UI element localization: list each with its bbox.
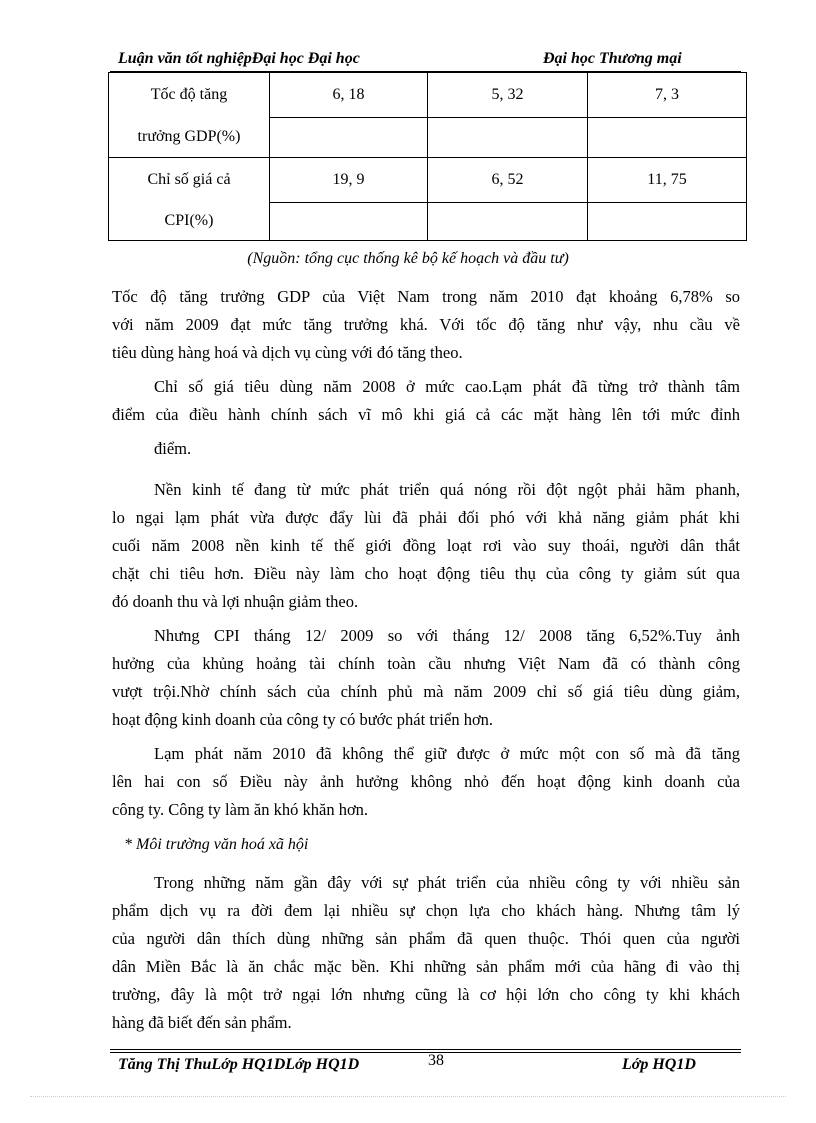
text-line: dân Miền Bắc là ăn chắc mặc bền. Khi những sản phẩm mới của hãng đi vào thị bbox=[112, 957, 740, 976]
paragraph-cpi-2009 bbox=[112, 622, 740, 734]
table-cell-label: trưởng GDP(%) bbox=[109, 118, 270, 158]
text-line: vượt trội.Nhờ chính sách của chính phủ mà năm 2009 chỉ số giá tiêu dùng giảm, bbox=[112, 682, 740, 701]
text-line: hưởng của khủng hoảng tài chính toàn cầu nhưng Việt Nam đã có thành công bbox=[112, 654, 740, 673]
text-line: tiêu dùng hàng hoá và dịch vụ cùng với đó tăng theo. bbox=[112, 343, 463, 362]
page-header-right: Đại học Thương mại bbox=[543, 50, 682, 67]
text-line: hàng đã biết đến sản phẩm. bbox=[112, 1013, 292, 1032]
table-cell-label: Tốc độ tăng bbox=[109, 73, 270, 118]
text-line: Chỉ số giá tiêu dùng năm 2008 ở mức cao.Lạm phát đã từng trở thành tâm bbox=[154, 377, 740, 396]
table-source-caption: (Nguồn: tổng cục thống kê bộ kế hoạch và đầu tư) bbox=[247, 250, 569, 267]
text-line: Trong những năm gần đây với sự phát triển của nhiều công ty với nhiều sản bbox=[154, 873, 740, 892]
paragraph-cpi-2008 bbox=[112, 373, 740, 463]
text-line: Lạm phát năm 2010 đã không thể giữ được ở mức một con số mà đã tăng bbox=[154, 744, 740, 763]
text-line: với năm 2009 đạt mức tăng trưởng khá. Với tốc độ tăng như vậy, nhu cầu về bbox=[112, 315, 740, 334]
table-cell bbox=[270, 203, 428, 241]
table-row bbox=[109, 118, 747, 158]
text-line: chặt chi tiêu hơn. Điều này làm cho hoạt động tiêu thụ của công ty giảm sút qua bbox=[112, 564, 740, 583]
table-cell bbox=[270, 118, 428, 158]
table-cell: 7, 3 bbox=[588, 73, 747, 118]
table-cell: 6, 18 bbox=[270, 73, 428, 118]
text-line: điểm của điều hành chính sách vĩ mô khi giá cả các mặt hàng lên tới mức đỉnh bbox=[112, 405, 740, 424]
table-cell: 11, 75 bbox=[588, 158, 747, 203]
text-line: Nhưng CPI tháng 12/ 2009 so với tháng 12/ 2008 tăng 6,52%.Tuy ảnh bbox=[154, 626, 740, 645]
text-line: cuối năm 2008 nền kinh tế thế giới đồng loạt rơi vào suy thoái, người dân thắt bbox=[112, 536, 740, 555]
page-footer-left: Tăng Thị ThuLớp HQ1DLớp HQ1D bbox=[118, 1056, 360, 1073]
text-line: Nền kinh tế đang từ mức phát triển quá nóng rồi đột ngột phải hãm phanh, bbox=[154, 480, 740, 499]
page-footer-right: Lớp HQ1D bbox=[622, 1056, 696, 1073]
table-cell: 5, 32 bbox=[428, 73, 588, 118]
text-line: của người dân thích dùng những sản phẩm đã quen thuộc. Thói quen của người bbox=[112, 929, 740, 948]
table-cell-label: CPI(%) bbox=[109, 203, 270, 241]
footer-rule bbox=[110, 1052, 741, 1053]
statistics-table bbox=[108, 72, 747, 241]
table-cell bbox=[428, 118, 588, 158]
table-row bbox=[109, 73, 747, 118]
text-line: phẩm dịch vụ ra đời đem lại nhiều sự chọn lựa cho khách hàng. Nhưng tâm lý bbox=[112, 901, 740, 920]
text-line: lên hai con số Điều này ảnh hưởng không nhỏ đến hoạt động kinh doanh của bbox=[112, 772, 740, 791]
text-line: đó doanh thu và lợi nhuận giảm theo. bbox=[112, 592, 359, 611]
table-cell bbox=[588, 203, 747, 241]
table-row bbox=[109, 203, 747, 241]
text-line: điểm. bbox=[154, 439, 192, 458]
table-cell-label: Chỉ số giá cả bbox=[109, 158, 270, 203]
text-line: hoạt động kinh doanh của công ty có bước phát triển hơn. bbox=[112, 710, 494, 729]
table-cell: 6, 52 bbox=[428, 158, 588, 203]
page-header-left: Luận văn tốt nghiệpĐại học Đại học bbox=[118, 50, 360, 67]
paragraph-economy bbox=[112, 476, 740, 616]
table-cell: 19, 9 bbox=[270, 158, 428, 203]
table-cell bbox=[588, 118, 747, 158]
paragraph-culture bbox=[112, 869, 740, 1037]
page-edge-divider bbox=[30, 1096, 786, 1097]
text-line: lo ngại lạm phát vừa được đẩy lùi đã phải đối phó với khả năng giảm phát khi bbox=[112, 508, 740, 527]
footer-rule bbox=[110, 1049, 741, 1050]
paragraph-gdp bbox=[112, 283, 740, 367]
page-number: 38 bbox=[428, 1052, 444, 1069]
table-cell bbox=[428, 203, 588, 241]
text-line: công ty. Công ty làm ăn khó khăn hơn. bbox=[112, 800, 369, 819]
paragraph-inflation-2010 bbox=[112, 740, 740, 824]
table-row bbox=[109, 158, 747, 203]
text-line: Tốc độ tăng trưởng GDP của Việt Nam trong năm 2010 đạt khoảng 6,78% so bbox=[112, 287, 740, 306]
section-heading: * Môi trường văn hoá xã hội bbox=[124, 836, 309, 853]
text-line: trường, đây là một trở ngại lớn nhưng cũng là cơ hội lớn cho công ty khi khách bbox=[112, 985, 740, 1004]
